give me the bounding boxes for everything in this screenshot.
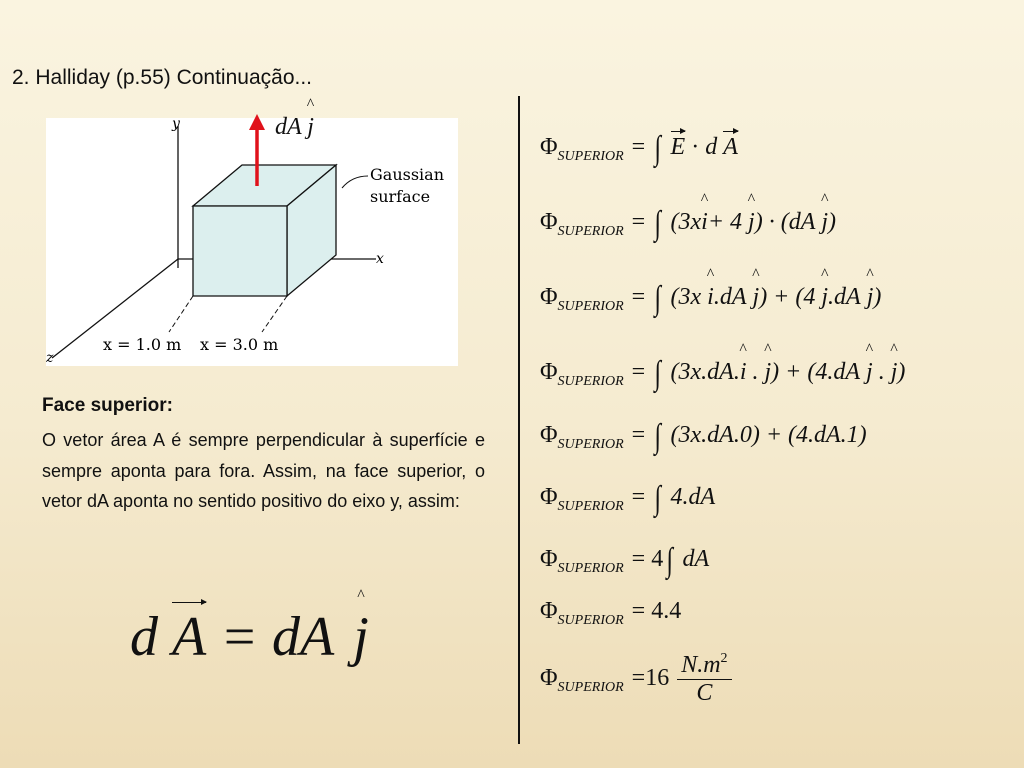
area-vector-arrow	[246, 112, 268, 188]
gaussian-label-1: Gaussian	[370, 165, 445, 184]
column-divider	[518, 96, 520, 744]
area-vector-equation: d A = dA ^ j	[130, 605, 369, 669]
flux-equation-4: $\Phi_{SUPERIOR}$ = ∫ (3x.dA.^ i . ^ j) + (4.dA ^ j . ^ j)	[540, 355, 905, 393]
equation-rhs: = dA	[220, 606, 334, 668]
x-axis-label: x	[376, 251, 384, 267]
flux-equation-6: $\Phi_{SUPERIOR}$ = ∫ 4.dA	[540, 480, 716, 517]
x2-label: x = 3.0 m	[200, 335, 279, 354]
y-axis-label: y	[172, 118, 180, 132]
gaussian-label-2: surface	[370, 187, 431, 206]
area-vector-label: dA ^ j	[275, 114, 314, 141]
vector-A: A	[172, 606, 207, 668]
z-axis-label: z	[46, 350, 54, 366]
flux-equation-2: $\Phi_{SUPERIOR}$ = ∫ (3x^ i+ 4 ^ j) · (dA ^ j)	[540, 205, 836, 243]
unit-vector-j: ^ j	[307, 114, 314, 141]
unit-vector-j: ^ j	[353, 605, 369, 669]
flux-equation-8: $\Phi_{SUPERIOR} = 4.4$	[540, 598, 682, 628]
cube-front-face	[193, 206, 287, 296]
flux-equation-3: $\Phi_{SUPERIOR}$ = ∫ (3x ^ i.dA ^ j) + (4 ^ j.dA ^ j)	[540, 280, 881, 318]
flux-equation-1: $\Phi_{SUPERIOR}$ = ∫ E · d A	[540, 130, 738, 167]
face-heading: Face superior:	[42, 395, 173, 416]
x1-label: x = 1.0 m	[103, 335, 182, 354]
flux-equation-9: $\Phi_{SUPERIOR} =16$ $\frac{N.m^2}{C}$	[540, 652, 732, 707]
flux-equation-7: $\Phi_{SUPERIOR} = 4\int$ dA	[540, 542, 710, 579]
flux-equation-5: $\Phi_{SUPERIOR}$ = ∫ (3x.dA.0) + (4.dA.1)	[540, 418, 867, 455]
units-fraction: $\frac{N.m^2}{C}$	[677, 652, 731, 707]
face-description: O vetor área A é sempre perpendicular à superfície e sempre aponta para fora. Assim, na face superior, o vetor dA aponta no sentido positivo do eixo y, assim:	[42, 430, 485, 511]
slide-title: 2. Halliday (p.55) Continuação...	[12, 66, 312, 89]
